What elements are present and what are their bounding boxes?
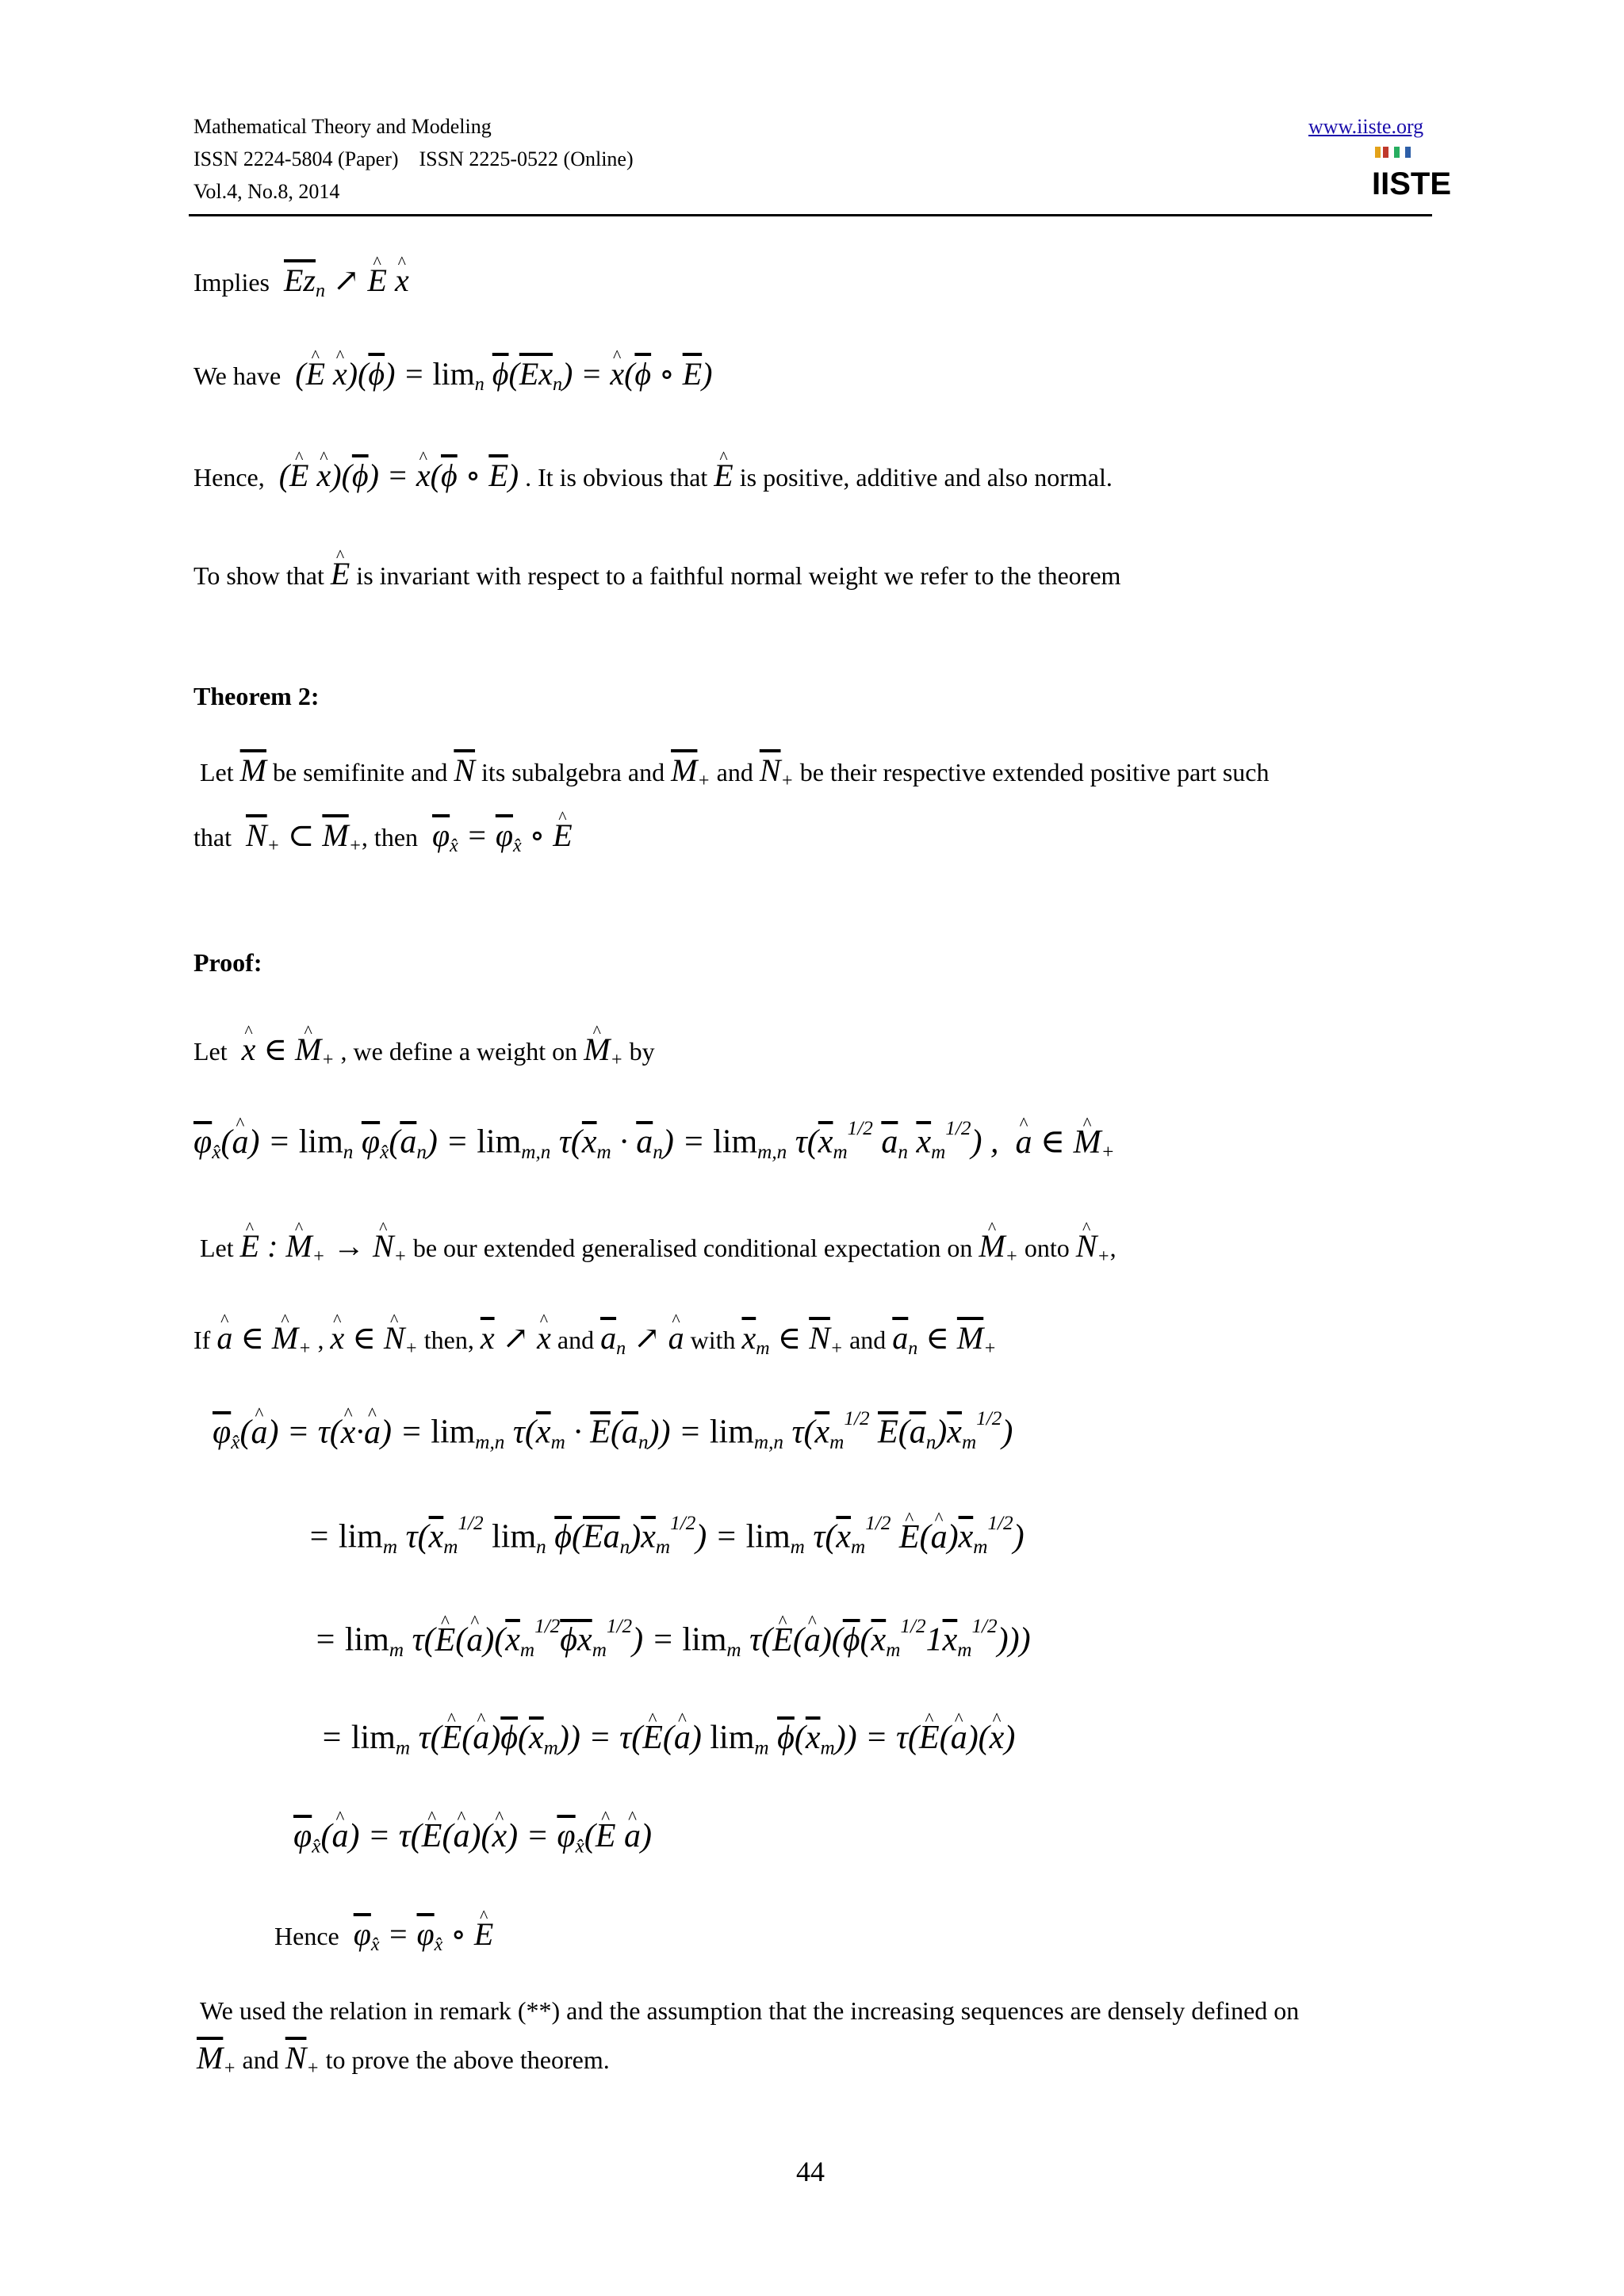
- derivation-line-1: $\overline{\varphi}_{x̂}(\^{}$ a) = τ(^ x·^ $a) = \lim_{m,n} \tau(\overline{x}_m \cdot \overline{E}(\overline{a}_n)) = \lim_{m,n} \tau(\overline{x}_m^{1/2}$ $\overline{E}(\overline{a}_n)\overline{x}_m^{1/2}$): [213, 1408, 1013, 1454]
- we-have-label: We have: [193, 362, 282, 390]
- website-link[interactable]: www.iiste.org: [1308, 115, 1424, 138]
- thm-let: Let: [200, 758, 234, 786]
- cond-expectation-line: Let ^ E : ^ $M_+$ → ^ $N_+$ be our extended generalised conditional expectation on ^ $M_+$ onto ^ $N_+$,: [200, 1227, 1116, 1268]
- derivation-line-2: = $\lim_m \tau(\overline{x}_m^{1/2}$ $\lim_n \overline{\phi}(\overline{Ea}_n)\overline{x}_m^{1/2}) = \lim_m \tau(\overline{x}_m^{1/2}$ ^ E(^ $a)\overline{x}_m^{1/2}$): [308, 1513, 1025, 1559]
- cond-map-formula: ^ E : ^ $M_+$ → ^ $N_+$: [240, 1228, 407, 1264]
- hence-final-line: [274, 1915, 493, 1956]
- theorem-line-2: [193, 817, 573, 857]
- and-label-2: and: [849, 1326, 887, 1354]
- x-increasing-formula: $\overline{x}$ ↗ ^ x: [481, 1320, 551, 1356]
- cond-onto: onto: [1024, 1234, 1070, 1262]
- and-label: and: [557, 1326, 595, 1354]
- a-in-m-formula: ^ a ∈ ^ $M_+$: [216, 1320, 311, 1356]
- final-and: and: [242, 2045, 279, 2074]
- cond-text: be our extended generalised conditional expectation on: [412, 1234, 973, 1262]
- we-have-line: [193, 355, 712, 396]
- derivation-line-4: = $\lim_m$ τ(^ E(^ $a)\overline{\phi}(\overline{x}_m)$) = τ(^ E(^ a) $\lim_m \overline{\phi}(\overline{x}_m)$) = τ(^ E(^ a)(^ x): [320, 1719, 1015, 1760]
- final-text-2: to prove the above theorem.: [325, 2045, 610, 2074]
- implies-label: Implies: [193, 268, 270, 297]
- volume-line: Vol.4, No.8, 2014: [193, 180, 340, 203]
- proof-by: by: [629, 1037, 655, 1066]
- n-bar-symbol: $\overline{N}$: [454, 752, 476, 788]
- a-increasing-formula: $\overline{a}_n$ ↗ ^ a: [600, 1320, 684, 1356]
- derivation-line-5: $\overline{\varphi}_{x̂}(\^{}$ a) = τ(^ E(^ a)(^ $x) = \overline{\varphi}_{x̂}(\^{}$ E ^ a): [293, 1817, 652, 1858]
- header-divider: [189, 214, 1432, 216]
- implies-line: [193, 262, 409, 302]
- proof-define: , we define a weight on: [340, 1037, 578, 1066]
- hence-final-formula: $\overline{\varphi}_{x̂} = \overline{\varphi}_{x̂}$ ∘ ^ E: [346, 1916, 494, 1952]
- m-bar-symbol: $\overline{M}$: [239, 752, 266, 788]
- n-plus-symbol: $\overline{N}_+$: [285, 2040, 320, 2080]
- thm-that: that: [193, 823, 232, 851]
- subset-formula: $\overline{N}_+$ ⊂ $\overline{M}_+$: [245, 817, 362, 857]
- closing-line-1: We used the relation in remark (**) and the assumption that the increasing sequences are densely defined on: [200, 1996, 1300, 2025]
- hence-formula: (^ E ^ $x)(\overline{\phi})$ = ^ $x(\overline{\phi}$ ∘ $\overline{E}$): [271, 457, 519, 493]
- positive-text: is positive, additive and also normal.: [739, 463, 1113, 492]
- hence-line: [193, 457, 1113, 494]
- x-in-n-formula: ^ x ∈ ^ $N_+$: [330, 1320, 417, 1356]
- m-hat-plus-symbol: ^ $M_+$: [584, 1031, 623, 1067]
- an-in-m-formula: $\overline{a}_n$ ∈ $\overline{M}_+$: [892, 1320, 997, 1360]
- thm-extended: be their respective extended positive part such: [799, 758, 1270, 786]
- we-have-formula: (^ E ^ $x)(\overline{\phi}) = \lim_n \overline{\phi}(\overline{Ex}_n)$ = ^ $x(\overline{\phi}$ ∘ $\overline{E}$): [287, 356, 712, 392]
- e-hat-symbol: ^ E: [714, 457, 733, 494]
- if-line: If ^ a ∈ ^ $M_+$ , ^ x ∈ ^ $N_+$ then, $\overline{x}$ ↗ ^ x and $\overline{a}_n$ ↗ ^ a with $\overline{x}_m$ ∈ $\overline{N}_+$ and $\overline{a}_n$ ∈ $\overline{M}_+$: [193, 1319, 996, 1360]
- iiste-logo: [1370, 145, 1452, 201]
- implies-formula: $\overline{Ez}_n$ ↗ ^ E ^ x: [276, 262, 409, 298]
- proof-title: Proof:: [193, 948, 262, 977]
- obvious-text: . It is obvious that: [525, 463, 708, 492]
- n-hat-plus-symbol: ^ $N_+$: [1076, 1228, 1110, 1264]
- xm-in-n-formula: $\overline{x}_m$ ∈ $\overline{N}_+$: [741, 1320, 844, 1360]
- proof-let: Let: [193, 1037, 228, 1066]
- svg-text:IISTE: IISTE: [1372, 166, 1452, 201]
- theorem-title: Theorem 2:: [193, 682, 320, 710]
- hence2-label: Hence: [274, 1922, 339, 1950]
- closing-line-2: [197, 2039, 610, 2080]
- thm-and: and: [716, 758, 753, 786]
- theorem-formula: $\overline{\varphi}_{x̂} = \overline{\varphi}_{x̂}$ ∘ ^ E: [424, 817, 573, 853]
- page-number: 44: [796, 2156, 825, 2187]
- thm-subalgebra: its subalgebra and: [481, 758, 665, 786]
- with-label: with: [690, 1326, 736, 1354]
- m-plus-symbol: $\overline{M}_+$: [671, 752, 710, 792]
- e-hat-symbol: ^ E: [331, 555, 350, 592]
- x-in-m-formula: ^ x ∈ ^ $M_+$: [234, 1031, 335, 1067]
- n-plus-symbol: $\overline{N}_+$: [759, 752, 794, 792]
- invariant-post: is invariant with respect to a faithful normal weight we refer to the theorem: [356, 561, 1121, 590]
- thm-then: , then: [361, 823, 419, 851]
- weight-definition-formula: $\overline{\varphi}_{x̂}(\^{}$ $a) = \lim_n \overline{\varphi}_{x̂}(\overline{a}_n) = \lim_{m,n} \tau(\overline{x}_m \cdot \overline{a}_n) = \lim_{m,n} \tau(\overline{x}_m^{1/2}$ $\overline{a}_n$ $\overline{x}_m^{1/2}$) , ^ a ∈ ^ $M_+$: [193, 1118, 1115, 1164]
- invariant-line: [193, 555, 1120, 592]
- journal-title: Mathematical Theory and Modeling: [193, 115, 492, 138]
- derivation-line-3: = $\lim_m$ τ(^ E(^ $a)(\overline{x}_m^{1/2}\overline{\phi}\overline{x}_m^{1/2}) = \lim_m$ τ(^ E(^ $a)(\overline{\phi}(\overline{x}_m^{1/2}1\overline{x}_m^{1/2}))$): [314, 1616, 1031, 1662]
- m-hat-plus-symbol: ^ $M_+$: [979, 1228, 1018, 1264]
- m-plus-symbol: $\overline{M}_+$: [197, 2040, 236, 2080]
- then-label: then,: [423, 1326, 474, 1354]
- theorem-line-1: [200, 752, 1269, 792]
- hence-label: Hence,: [193, 463, 265, 492]
- cond-let: Let: [200, 1234, 234, 1262]
- thm-semifinite: be semifinite and: [272, 758, 448, 786]
- if-label: If: [193, 1326, 211, 1354]
- proof-let-line: [193, 1031, 655, 1071]
- invariant-pre: To show that: [193, 561, 324, 590]
- issn-line: ISSN 2224-5804 (Paper) ISSN 2225-0522 (Online): [193, 147, 634, 170]
